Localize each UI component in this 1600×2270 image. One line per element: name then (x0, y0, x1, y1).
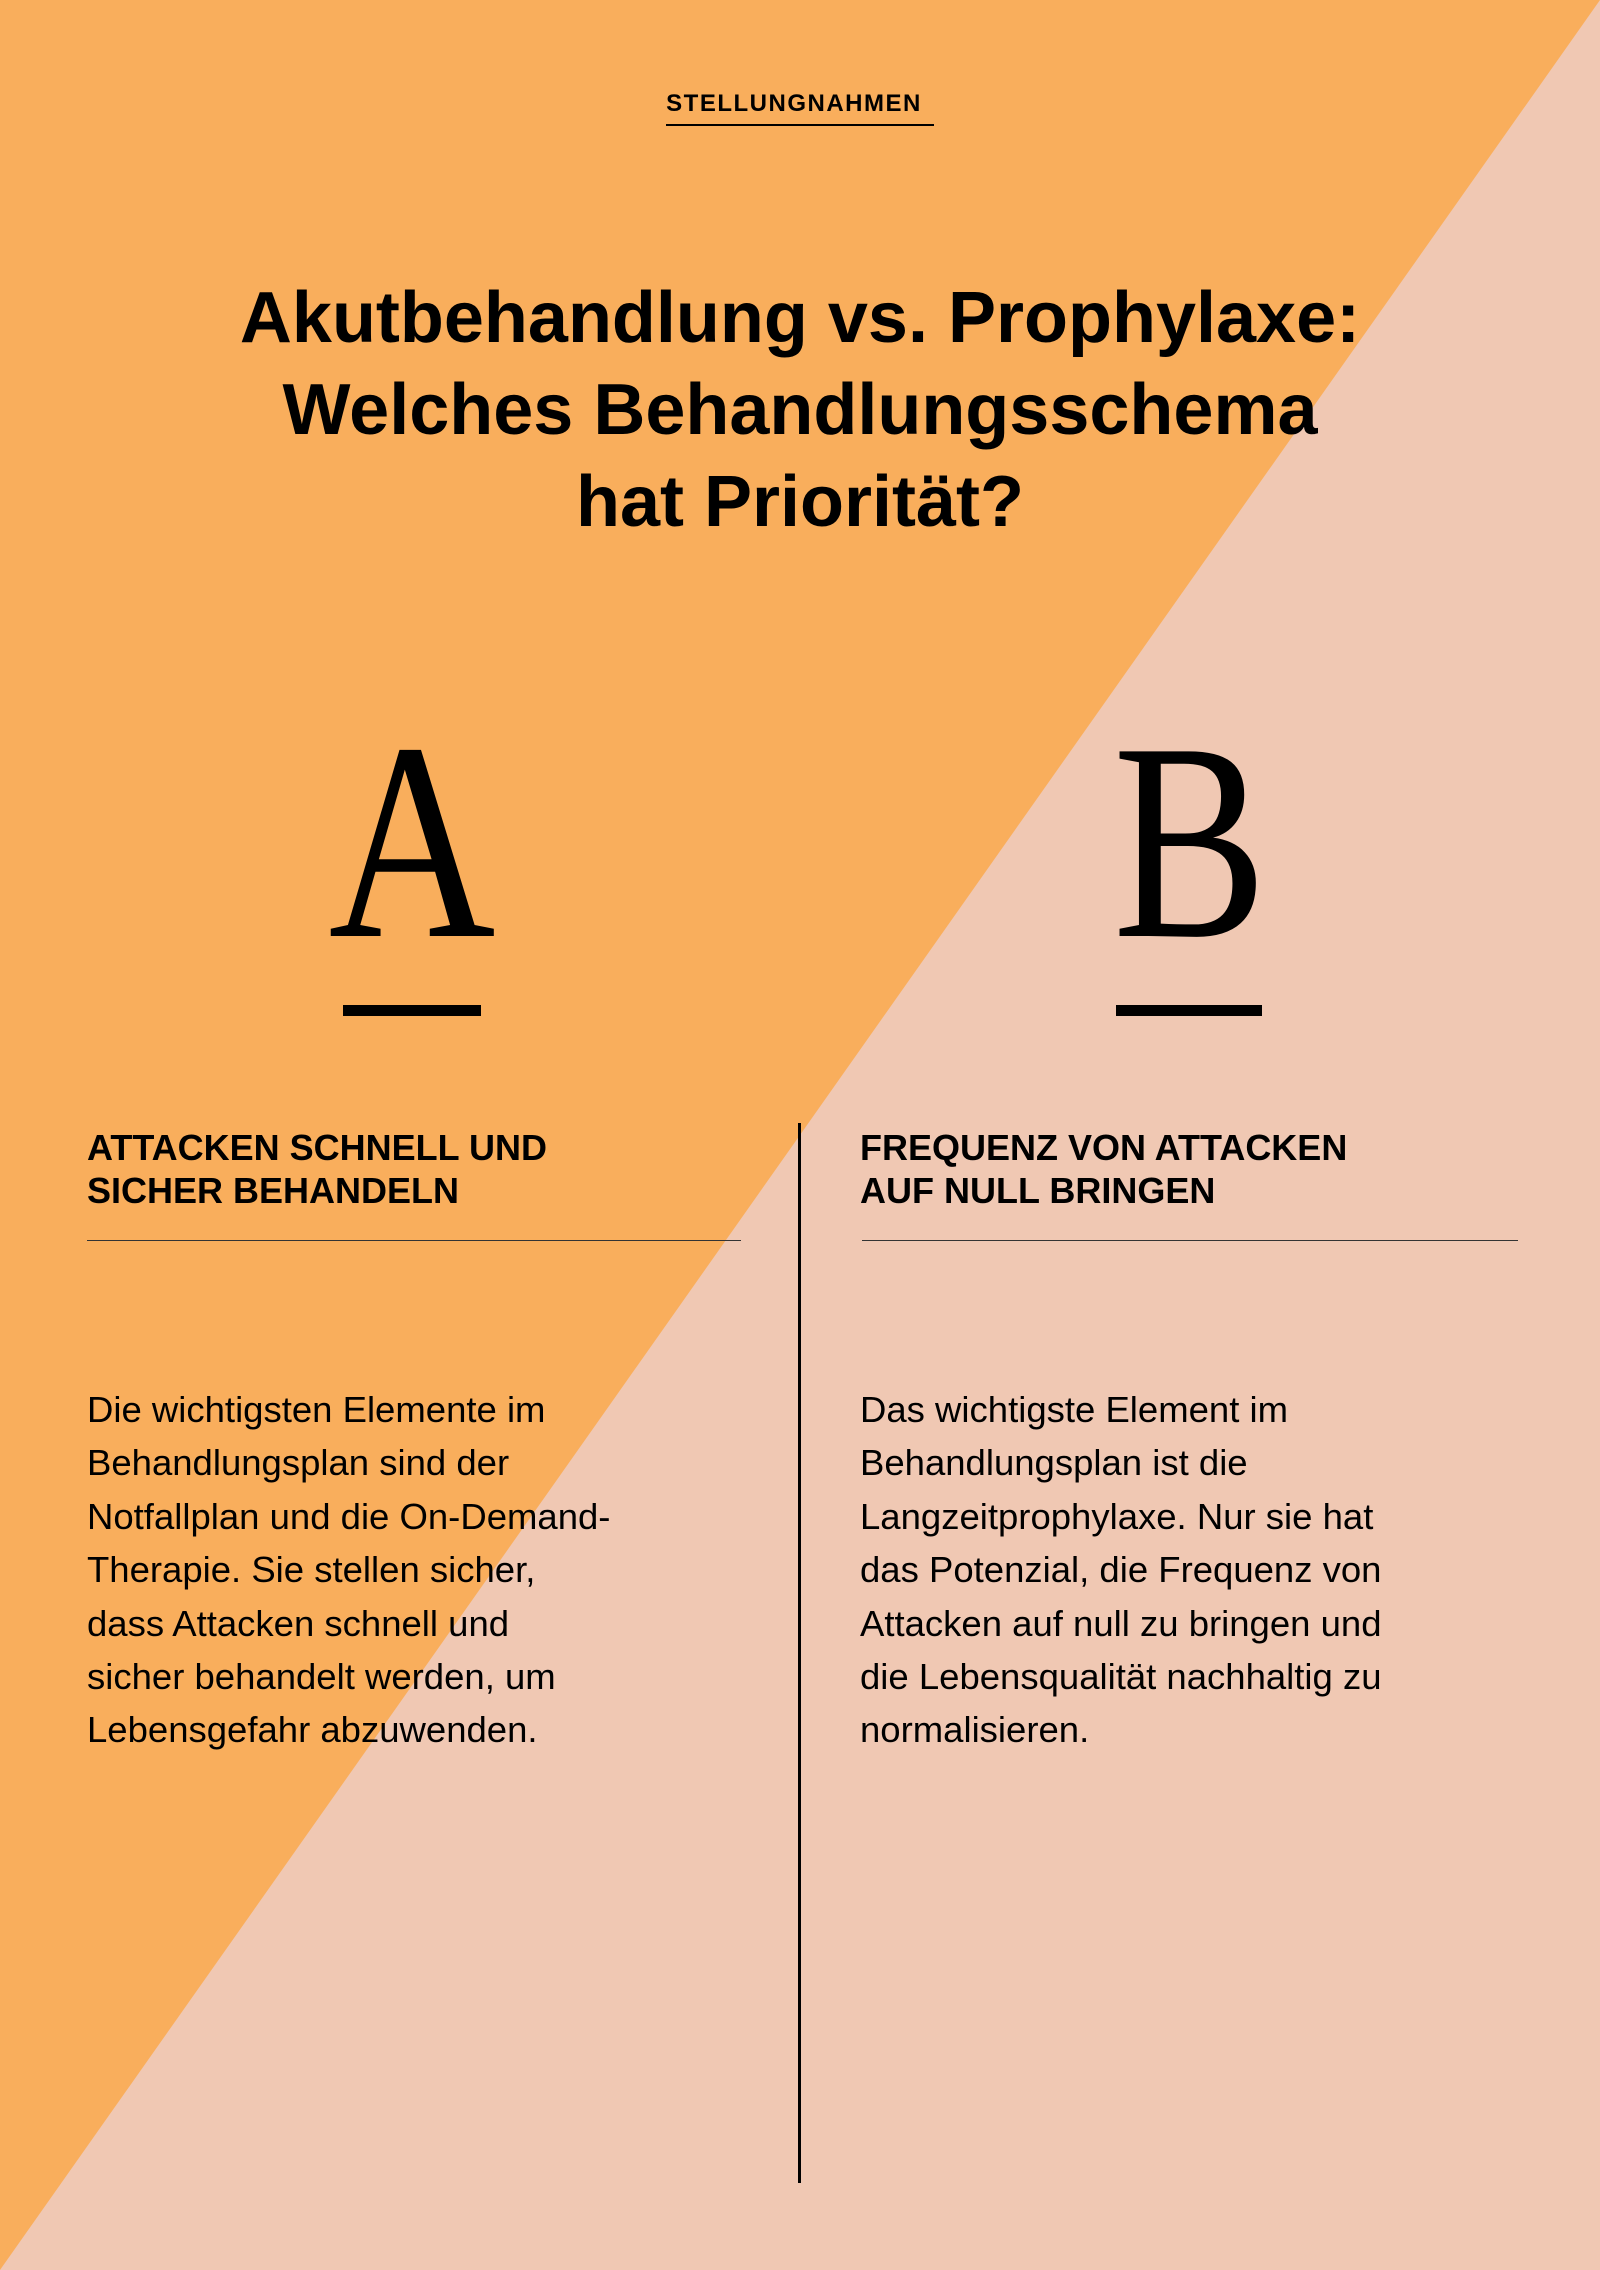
section-kicker (0, 90, 1600, 126)
body-line: Das wichtigste Element im (860, 1389, 1289, 1430)
page-title (80, 272, 1520, 548)
title-line: Akutbehandlung vs. Prophylaxe: (239, 278, 1361, 358)
body-line: Lebensgefahr abzuwenden. (87, 1709, 538, 1751)
body-line: sicher behandelt werden, um (87, 1656, 556, 1698)
option-b-divider (862, 1240, 1518, 1241)
heading-line: FREQUENZ VON ATTACKEN (860, 1127, 1348, 1168)
heading-line: AUF NULL BRINGEN (860, 1170, 1216, 1211)
option-a-heading (87, 1126, 707, 1212)
body-line: Therapie. Sie stellen sicher, (87, 1549, 536, 1591)
option-a-body (87, 1383, 767, 1757)
body-line: das Potenzial, die Frequenz von (860, 1549, 1382, 1591)
option-b-body (860, 1383, 1540, 1757)
option-b-letter-underline (1116, 1005, 1262, 1016)
option-b-letter: B (1112, 685, 1268, 997)
body-line: Attacken auf null zu bringen und (860, 1602, 1382, 1644)
heading-line: SICHER BEHANDELN (87, 1170, 460, 1211)
body-line: die Lebensqualität nachhaltig zu (860, 1656, 1382, 1698)
section-kicker-label: STELLUNGNAHMEN (666, 90, 934, 126)
body-line: normalisieren. (860, 1709, 1090, 1751)
body-line: Notfallplan und die On-Demand- (87, 1495, 611, 1537)
heading-line: ATTACKEN SCHNELL UND (87, 1127, 547, 1168)
title-line: hat Priorität? (575, 462, 1025, 542)
option-a-letter: A (328, 685, 496, 997)
option-a-letter-underline (343, 1005, 481, 1016)
body-line: Behandlungsplan ist die (860, 1442, 1248, 1484)
title-line: Welches Behandlungsschema (282, 370, 1318, 450)
body-line: Die wichtigsten Elemente im (87, 1389, 546, 1430)
body-line: dass Attacken schnell und (87, 1602, 510, 1644)
option-b-heading (860, 1126, 1480, 1212)
body-line: Behandlungsplan sind der (87, 1442, 510, 1484)
body-line: Langzeitprophylaxe. Nur sie hat (860, 1495, 1374, 1537)
option-a-divider (87, 1240, 741, 1241)
column-divider (798, 1123, 801, 2183)
